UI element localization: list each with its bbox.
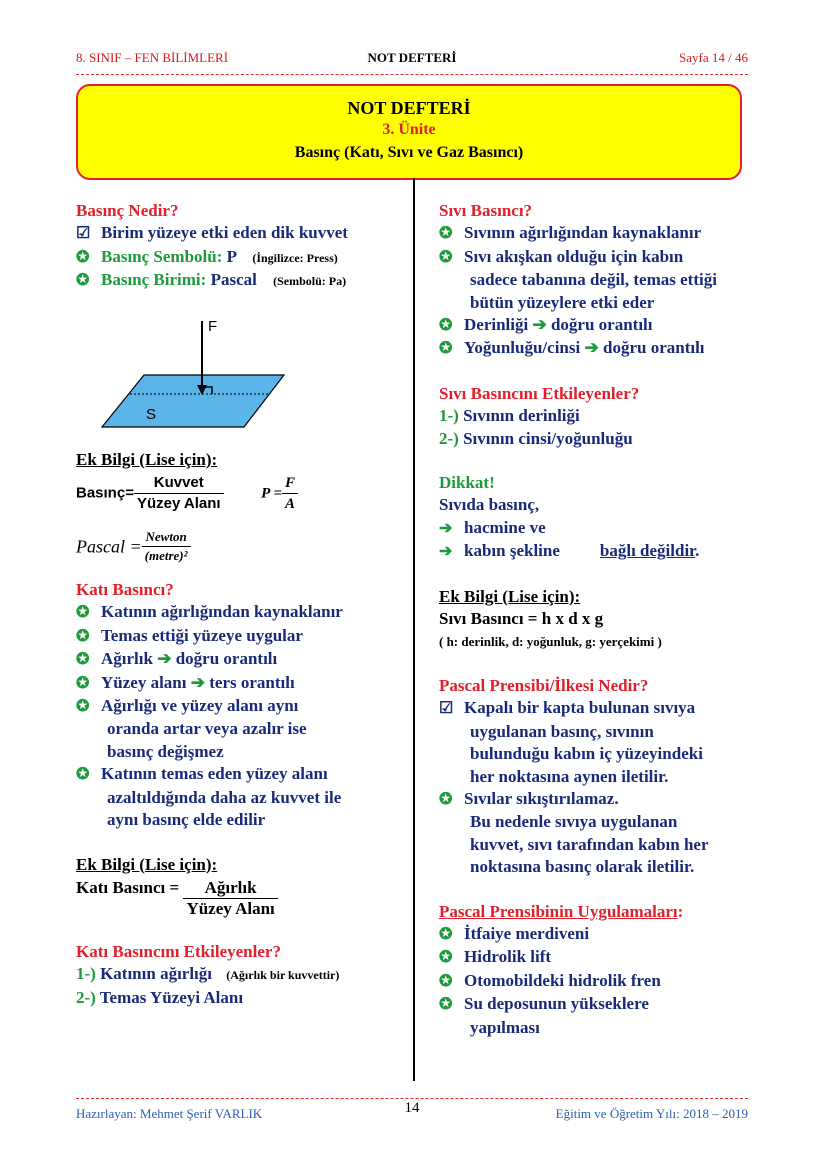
star-icon: ✪ [439,925,453,943]
pascal-item: ✪ Sıvılar sıkıştırılamaz. [439,788,749,811]
checkbox-icon: ☑ [76,225,91,243]
star-icon: ✪ [76,766,90,784]
item-continuation: bütün yüzeylere etki eder [470,292,655,312]
pressure-unit: ✪ Basınç Birimi: Pascal (Sembolü: Pa) [76,269,406,292]
liquid-formula: Sıvı Basıncı = h x d x g [439,609,604,629]
pressure-figure [94,315,294,435]
star-icon: ✪ [76,248,90,266]
solid-item: ✪ Temas ettiği yüzeye uygular [76,625,406,648]
footer-divider [76,1098,748,1099]
star-icon: ✪ [439,996,453,1014]
star-icon: ✪ [439,340,453,358]
liquid-item: ✪ Derinliği ➔ doğru orantılı [439,314,749,337]
solid-item: ✪ Katının ağırlığından kaynaklanır [76,601,406,624]
liquid-formula-note: ( h: derinlik, d: yoğunluk, g: yerçekimi ) [439,633,662,649]
solid-item: ✪ Ağırlık ➔ doğru orantılı [76,648,406,671]
formula-pressure: Basınç= $\frac{\text{Kuvvet}}{\text{Yüzey Alanı}}$ P = $\frac{F}{A}$ [76,473,406,514]
header-title: NOT DEFTERİ [367,50,457,65]
arrow-right-icon: ➔ [439,519,453,537]
extra-info-title: Ek Bilgi (Lise için): [76,449,218,469]
liquid-factor: 2-) Sıvının cinsi/yoğunluğu [439,428,633,448]
arrow-right-icon: ➔ [157,649,172,669]
item-continuation: azaltıldığında daha az kuvvet ile [107,787,342,807]
pressure-definition: ☑ Birim yüzeye etki eden dik kuvvet [76,222,406,245]
pascal-app: ✪ Otomobildeki hidrolik fren [439,970,749,993]
section-title-solid: Katı Basıncı? [76,580,174,600]
footer-page-number: 14 [404,1100,420,1116]
item-continuation: yapılması [470,1017,540,1037]
attention-item: ➔ hacmine ve [439,517,749,540]
pascal-app: ✪ İtfaiye merdiveni [439,923,749,946]
item-continuation: aynı basınç elde edilir [107,810,266,830]
section-title-liquid: Sıvı Basıncı? [439,201,533,220]
force-label: F [208,317,218,335]
banner-subtitle: Basınç (Katı, Sıvı ve Gaz Basıncı) [294,144,524,161]
item-continuation: oranda artar veya azalır ise [107,719,307,739]
formula-pascal: Pascal = $\frac{\text{Newton}}{\text{(metre)²}}$ [76,528,406,565]
liquid-factor: 1-) Sıvının derinliği [439,406,580,426]
star-icon: ✪ [439,317,453,335]
star-icon: ✪ [439,790,453,808]
solid-item: ✪ Ağırlığı ve yüzey alanı aynı [76,695,406,718]
banner-title: NOT DEFTERİ [347,98,471,118]
page-header [76,50,748,70]
extra-info-title-liquid: Ek Bilgi (Lise için): [439,586,581,606]
liquid-item: ✪ Sıvının ağırlığından kaynaklanır [439,222,749,245]
footer-year: Eğitim ve Öğretim Yılı: 2018 – 2019 [555,1106,748,1121]
footer-author: Hazırlayan: Mehmet Şerif VARLIK [76,1106,263,1121]
header-course: 8. SINIF – FEN BİLİMLERİ [76,50,229,65]
banner-unit: 3. Ünite [382,121,436,138]
arrow-right-icon: ➔ [532,315,547,335]
title-banner [76,84,742,180]
surface-plane [102,375,284,427]
solid-factor: 2-) Temas Yüzeyi Alanı [76,987,244,1007]
right-column [439,200,749,1039]
star-icon: ✪ [76,674,90,692]
star-icon: ✪ [76,698,90,716]
star-icon: ✪ [76,272,90,290]
star-icon: ✪ [439,248,453,266]
star-icon: ✪ [439,972,453,990]
item-continuation: basınç değişmez [107,741,224,761]
liquid-item: ✪ Sıvı akışkan olduğu için kabın [439,246,749,269]
attention-title: Dikkat! [439,473,495,493]
liquid-item: ✪ Yoğunluğu/cinsi ➔ doğru orantılı [439,337,749,360]
item-continuation: sadece tabanına değil, temas ettiği [470,270,717,290]
pascal-app: ✪ Hidrolik lift [439,946,749,969]
section-title-liquid-factors: Sıvı Basıncını Etkileyenler? [439,383,640,403]
star-icon: ✪ [76,627,90,645]
item-continuation: bulunduğu kabın iç yüzeyindeki [470,744,703,764]
item-continuation: her noktasına aynen iletilir. [470,766,669,786]
column-divider [413,178,415,1081]
checkbox-icon: ☑ [439,700,454,718]
solid-factor: 1-) Katının ağırlığı (Ağırlık bir kuvvettir) [76,964,340,984]
pascal-app: ✪ Su deposunun yükseklere [439,993,749,1016]
item-continuation: uygulanan basınç, sıvının [470,721,654,741]
pressure-symbol: ✪ Basınç Sembolü: P (İngilizce: Press) [76,246,406,269]
attention-line: Sıvıda basınç, [439,495,540,515]
extra-info-title-2: Ek Bilgi (Lise için): [76,854,218,874]
section-title-solid-factors: Katı Basıncını Etkileyenler? [76,941,281,961]
section-title-pascal: Pascal Prensibi/İlkesi Nedir? [439,675,649,695]
star-icon: ✪ [439,225,453,243]
item-continuation: noktasına basınç olarak iletilir. [470,857,695,877]
solid-item: ✪ Yüzey alanı ➔ ters orantılı [76,672,406,695]
arrow-right-icon: ➔ [439,543,453,561]
attention-item: ➔ kabın şekline bağlı değildir. [439,540,749,563]
header-divider [76,74,748,75]
header-page-number: Sayfa 14 / 46 [679,50,748,65]
left-column [76,200,406,1009]
item-continuation: kuvvet, sıvı tarafından kabın her [470,834,709,854]
section-title-pressure: Basınç Nedir? [76,201,179,220]
surface-label: S [146,405,157,423]
star-icon: ✪ [76,604,90,622]
star-icon: ✪ [76,651,90,669]
item-continuation: Bu nedenle sıvıya uygulanan [470,812,678,832]
solid-item: ✪ Katının temas eden yüzey alanı [76,763,406,786]
pascal-item: ☑ Kapalı bir kapta bulunan sıvıya [439,697,749,720]
arrow-right-icon: ➔ [190,672,205,692]
arrow-right-icon: ➔ [584,338,599,358]
section-title-pascal-apps: Pascal Prensibinin Uygulamaları: [439,901,684,921]
formula-solid-pressure: Katı Basıncı = $\frac{\text{Ağırlık}}{\text{Yüzey Alanı}}$ [76,876,406,919]
star-icon: ✪ [439,949,453,967]
